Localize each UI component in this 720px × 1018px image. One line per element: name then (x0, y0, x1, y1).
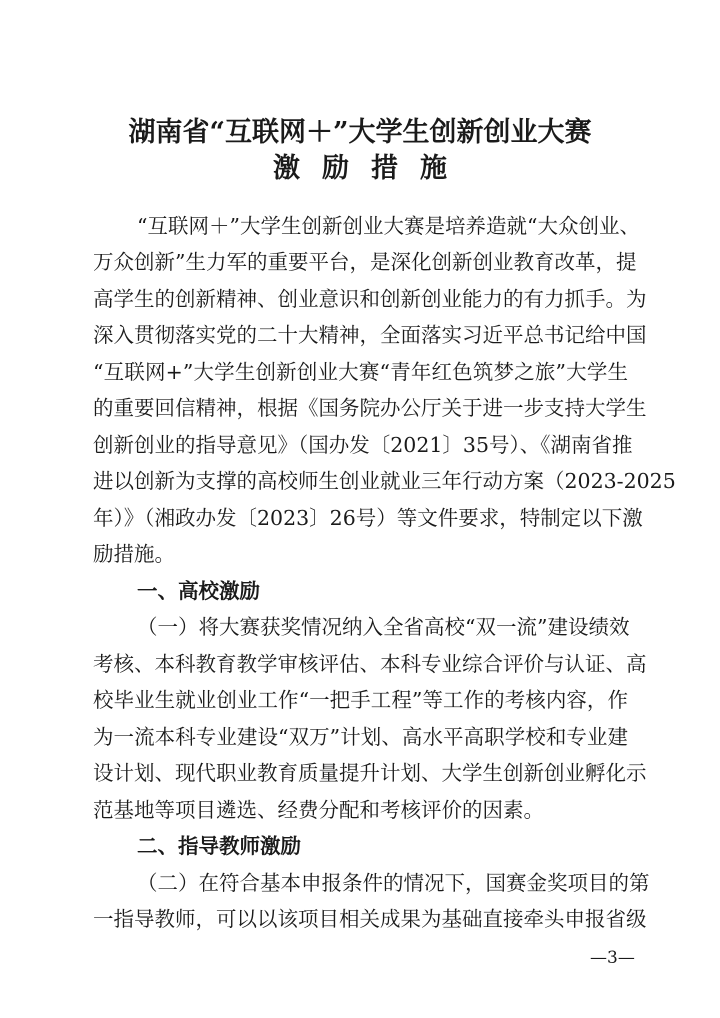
paragraph-line: 高学生的创新精神、创业意识和创新创业能力的有力抓手。为 (93, 287, 647, 311)
section-heading: 二、指导教师激励 (137, 834, 301, 858)
page-number: —3— (590, 948, 635, 968)
paragraph-line: “互联网＋”大学生创新创业大赛是培养造就“大众创业、 (137, 214, 640, 238)
paragraph-line: “互联网+”大学生创新创业大赛“青年红色筑梦之旅”大学生 (93, 360, 628, 384)
paragraph-line: 范基地等项目遴选、经费分配和考核评价的因素。 (93, 798, 544, 822)
section-heading: 一、高校激励 (137, 579, 260, 603)
paragraph-line: （一）将大赛获奖情况纳入全省高校“双一流”建设绩效 (137, 615, 630, 639)
paragraph-line: 万众创新”生力军的重要平台，是深化创新创业教育改革，提 (93, 250, 637, 274)
paragraph-line: 进以创新为支撑的高校师生创业就业三年行动方案（2023-2025 (93, 469, 676, 493)
paragraph-line: （二）在符合基本申报条件的情况下，国赛金奖项目的第 (137, 871, 650, 895)
paragraph-line: 励措施。 (93, 542, 175, 566)
paragraph-line: 为一流本科专业建设“双万”计划、高水平高职学校和专业建 (93, 725, 628, 749)
paragraph-line: 年）》（湘政办发〔2023〕26号）等文件要求，特制定以下激 (93, 506, 643, 530)
paragraph-line: 校毕业生就业创业工作“一把手工程”等工作的考核内容，作 (93, 688, 628, 712)
paragraph-line: 的重要回信精神，根据《国务院办公厅关于进一步支持大学生 (93, 396, 647, 420)
paragraph-line: 创新创业的指导意见》（国办发〔2021〕35号）、《湖南省推 (93, 433, 633, 457)
paragraph-line: 深入贯彻落实党的二十大精神，全面落实习近平总书记给中国 (93, 323, 647, 347)
paragraph-line: 设计划、现代职业教育质量提升计划、大学生创新创业孵化示 (93, 761, 647, 785)
paragraph-line: 考核、本科教育教学审核评估、本科专业综合评价与认证、高 (93, 652, 647, 676)
paragraph-line: 一指导教师，可以以该项目相关成果为基础直接牵头申报省级 (93, 907, 647, 931)
document-subtitle: 激励措施 (273, 153, 469, 184)
document-title: 湖南省“互联网＋”大学生创新创业大赛 (128, 117, 592, 148)
